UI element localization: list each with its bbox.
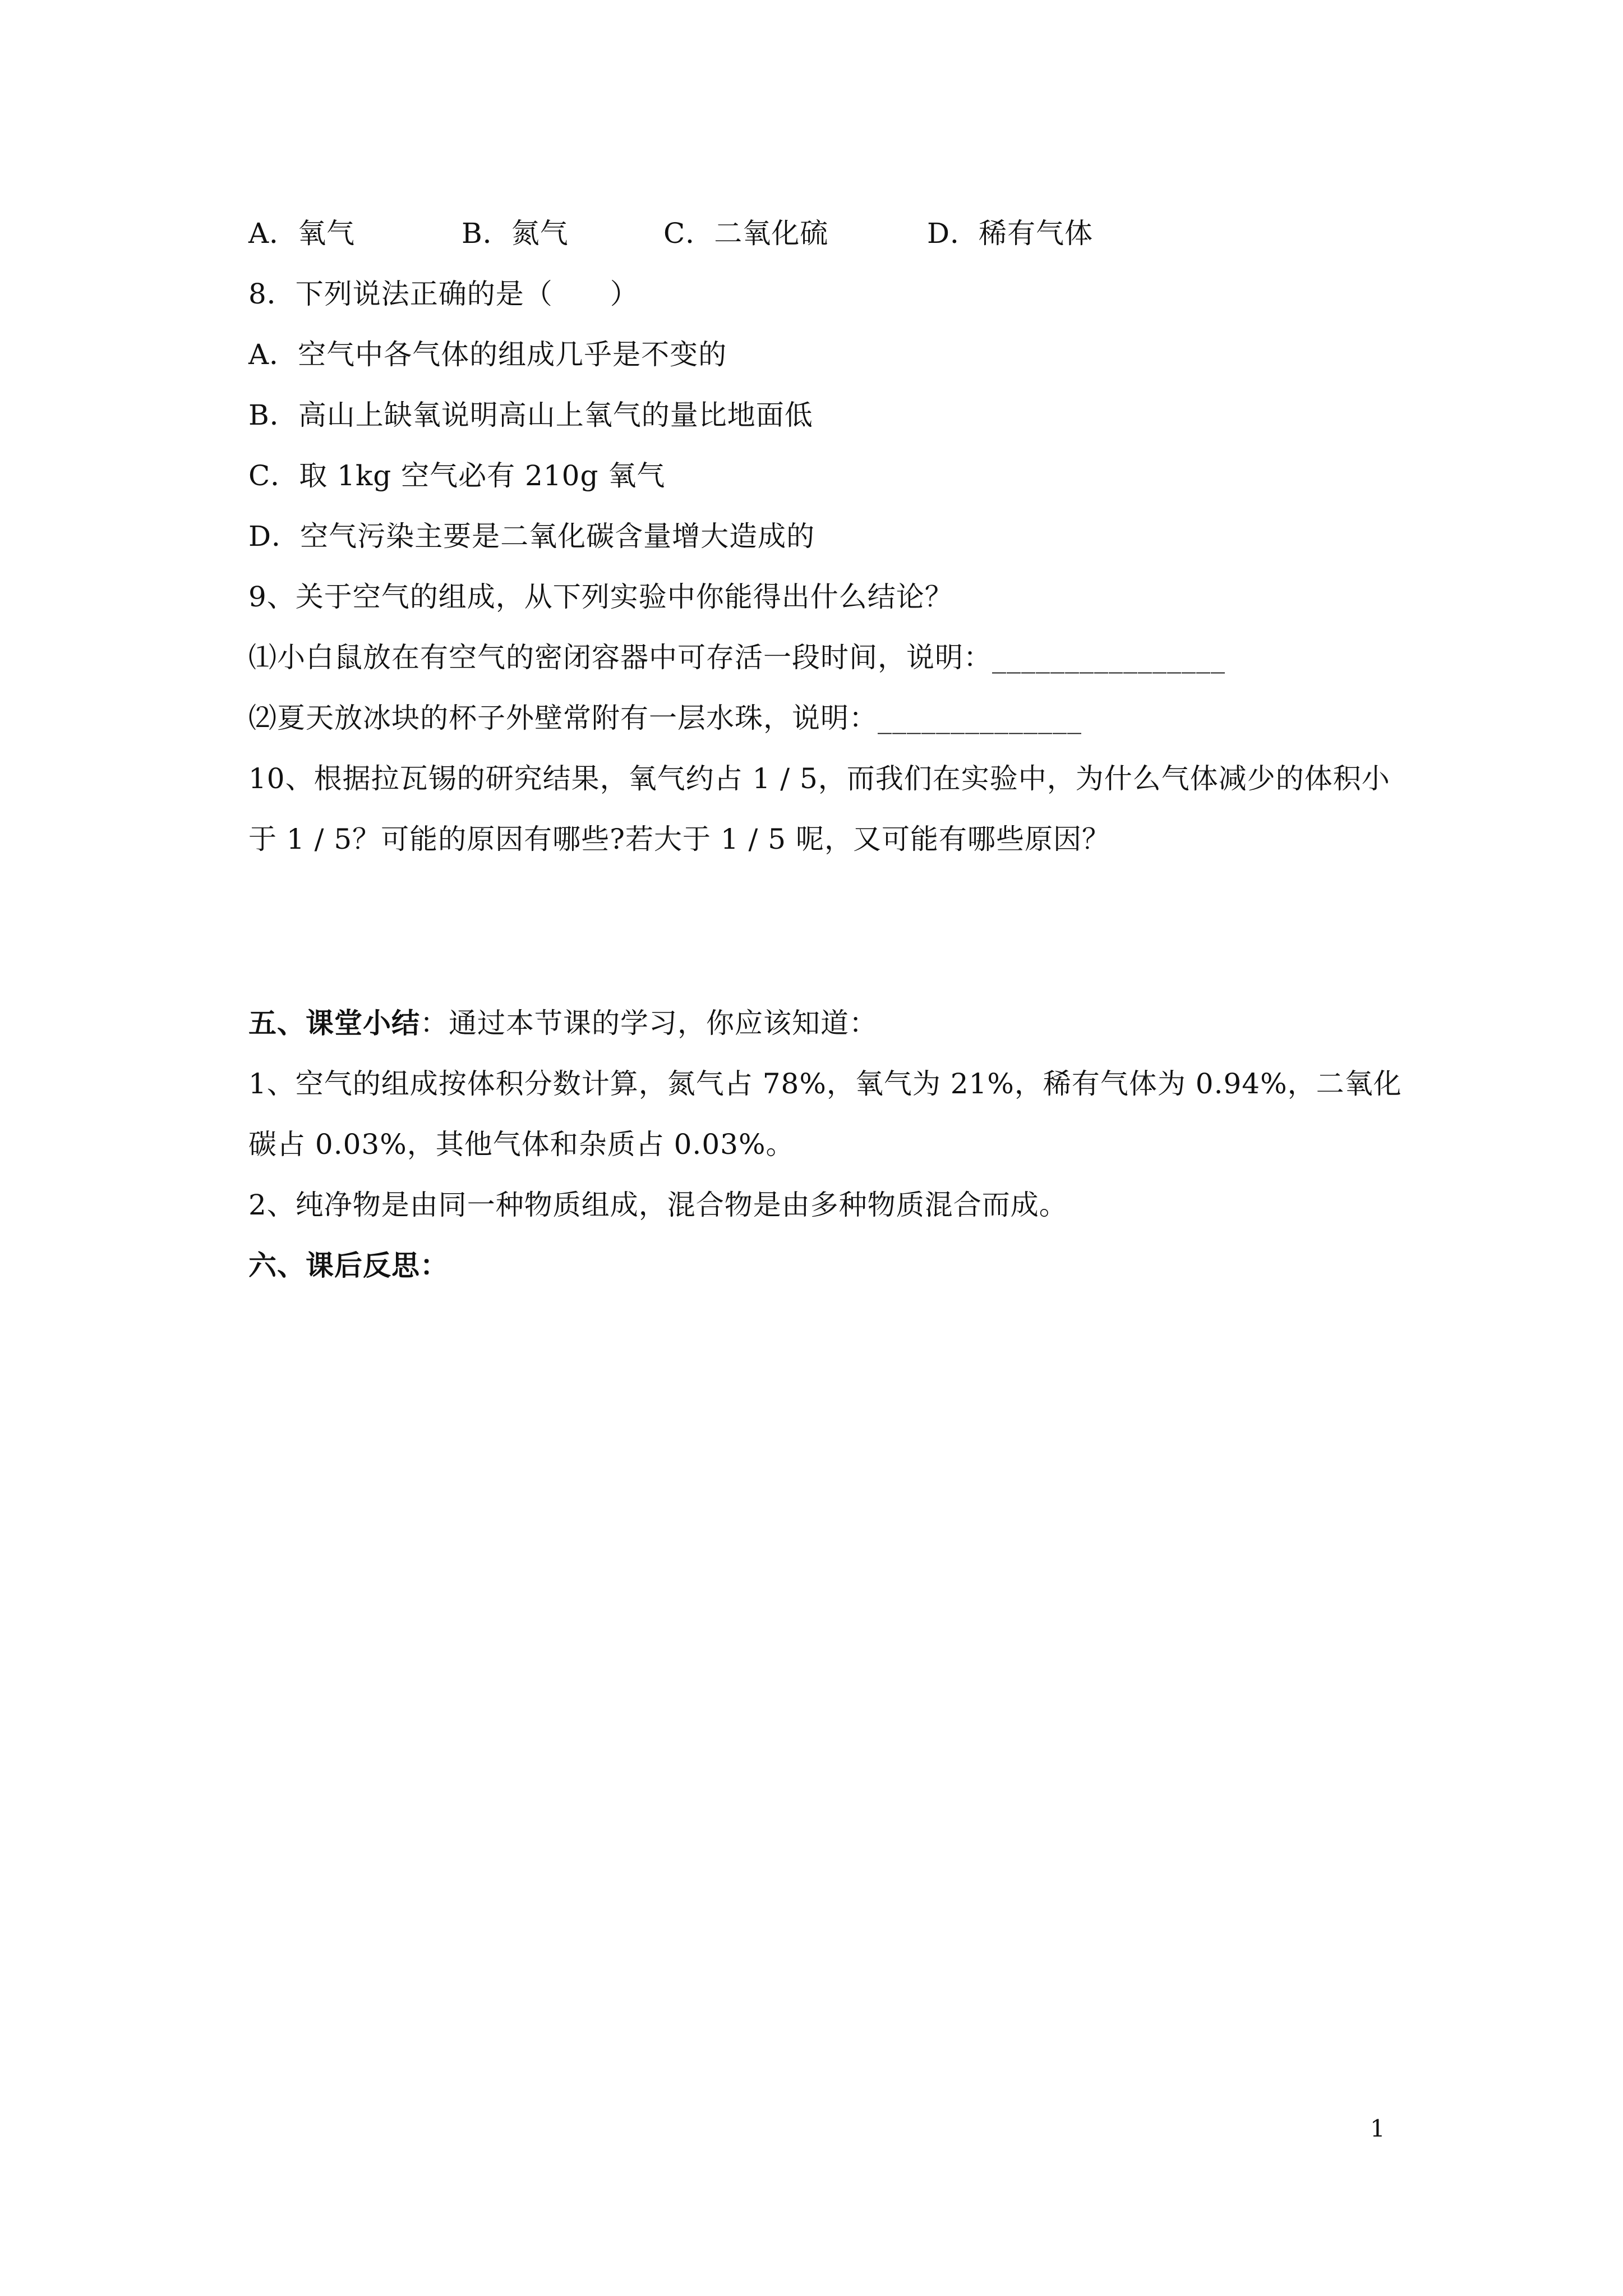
q8-stem: 8．下列说法正确的是（ ）	[248, 278, 639, 310]
q8-option-a: A．空气中各气体的组成几乎是不变的	[248, 338, 727, 371]
q7-option-c: C．二氧化硫	[663, 217, 829, 250]
q7-options-row	[248, 217, 1093, 250]
q7-option-a: A．氧气	[248, 217, 356, 250]
summary-point-1-line-2: 碳占 0.03%，其他气体和杂质占 0.03%。	[248, 1128, 795, 1161]
q7-option-d: D．稀有气体	[927, 217, 1094, 250]
summary-heading-rest: ：通过本节课的学习，你应该知道：	[420, 1007, 878, 1039]
summary-point-2: 2、纯净物是由同一种物质组成，混合物是由多种物质混合而成。	[248, 1189, 1068, 1221]
q9-item-1: ⑴小白鼠放在有空气的密闭容器中可存活一段时间，说明：________________	[248, 641, 1225, 674]
q8-option-d: D．空气污染主要是二氧化碳含量增大造成的	[248, 520, 815, 553]
summary-point-1-line-1: 1、空气的组成按体积分数计算，氮气占 78%，氧气为 21%，稀有气体为 0.94%，二氧化	[248, 1068, 1402, 1100]
q7-option-b: B．氮气	[462, 217, 569, 250]
summary-heading-row	[248, 1006, 878, 1040]
q10-line-1: 10、根据拉瓦锡的研究结果，氧气约占 1 / 5，而我们在实验中，为什么气体减少的体积小	[248, 762, 1390, 795]
q10-line-2: 于 1 / 5？可能的原因有哪些?若大于 1 / 5 呢，又可能有哪些原因？	[248, 823, 1110, 855]
q9-stem: 9、关于空气的组成，从下列实验中你能得出什么结论？	[248, 581, 953, 613]
q8-option-b: B．高山上缺氧说明高山上氧气的量比地面低	[248, 399, 813, 431]
page-number: 1	[1370, 2115, 1385, 2142]
q8-option-c: C．取 1kg 空气必有 210g 氧气	[248, 459, 666, 492]
summary-heading: 五、课堂小结	[248, 1006, 420, 1039]
reflection-heading: 六、课后反思：	[248, 1249, 449, 1282]
q9-item-2: ⑵夏天放冰块的杯子外壁常附有一层水珠，说明：______________	[248, 702, 1082, 734]
